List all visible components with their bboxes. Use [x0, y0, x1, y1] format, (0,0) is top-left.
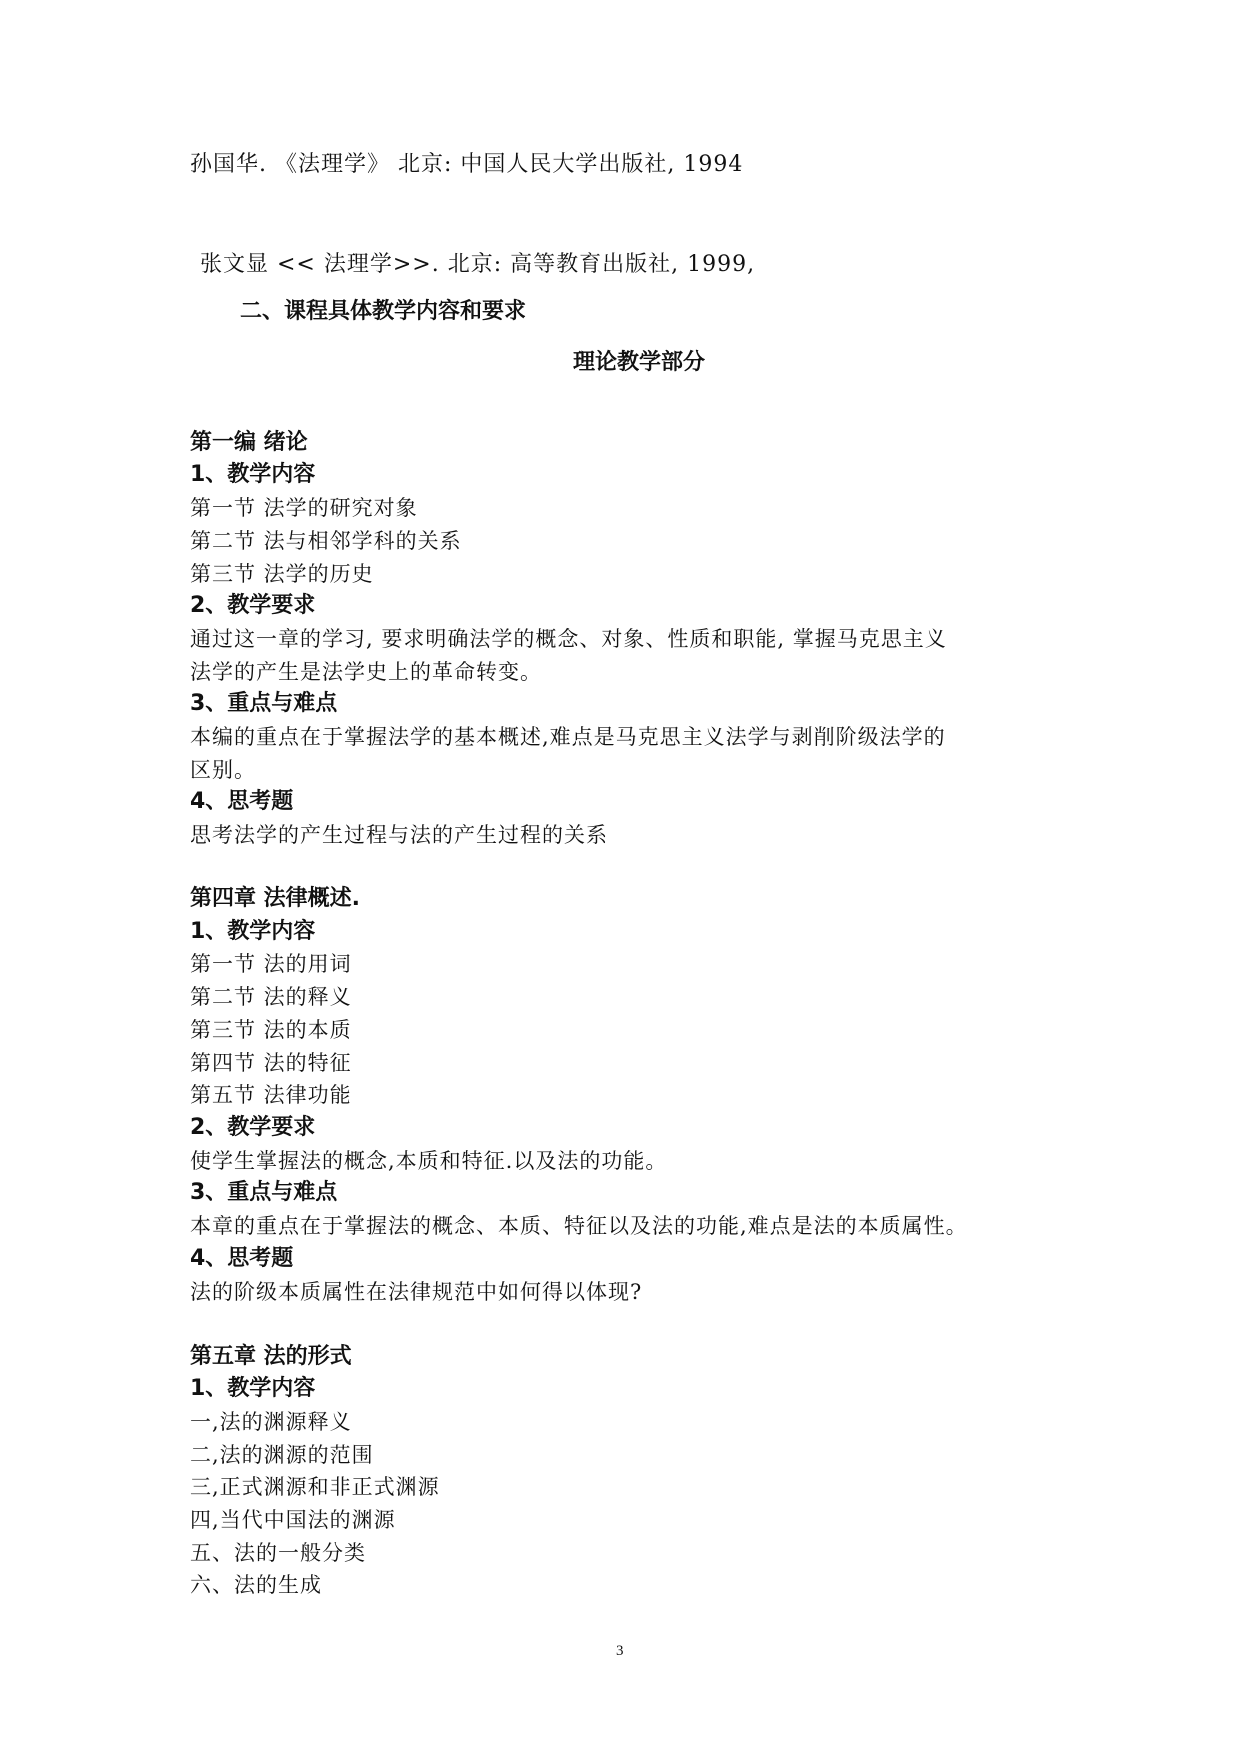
key-points-text: 本章的重点在于掌握法的概念、本质、特征以及法的功能,难点是法的本质属性。	[190, 1214, 968, 1238]
reference-1: 孙国华. 《法理学》 北京: 中国人民大学出版社, 1994	[190, 152, 744, 177]
questions-text: 思考法学的产生过程与法的产生过程的关系	[190, 823, 608, 847]
content-heading: 1、教学内容	[190, 1376, 316, 1401]
reference-2: 张文显 << 法理学>>. 北京: 高等教育出版社, 1999,	[200, 252, 756, 277]
content-item: 六、法的生成	[190, 1573, 322, 1597]
content-item: 第三节 法的本质	[190, 1018, 352, 1042]
requirements-text: 使学生掌握法的概念,本质和特征.以及法的功能。	[190, 1149, 668, 1173]
requirements-heading: 2、教学要求	[190, 1115, 316, 1140]
part-title: 理论教学部分	[573, 350, 706, 375]
content-item: 第四节 法的特征	[190, 1051, 352, 1075]
key-points-heading: 3、重点与难点	[190, 691, 338, 716]
content-heading: 1、教学内容	[190, 462, 316, 487]
questions-heading: 4、思考题	[190, 1246, 294, 1271]
content-item: 第五节 法律功能	[190, 1083, 352, 1107]
key-points-text: 区别。	[190, 758, 256, 782]
key-points-heading: 3、重点与难点	[190, 1180, 338, 1205]
content-heading: 1、教学内容	[190, 919, 316, 944]
content-item: 第二节 法的释义	[190, 985, 352, 1009]
key-points-text: 本编的重点在于掌握法学的基本概述,难点是马克思主义法学与剥削阶级法学的	[190, 725, 946, 749]
content-item: 第一节 法的用词	[190, 952, 352, 976]
content-item: 三,正式渊源和非正式渊源	[190, 1475, 440, 1499]
chapter-title: 第四章 法律概述.	[190, 886, 361, 911]
questions-heading: 4、思考题	[190, 789, 294, 814]
content-item: 第一节 法学的研究对象	[190, 496, 418, 520]
content-item: 一,法的渊源释义	[190, 1410, 352, 1434]
questions-text: 法的阶级本质属性在法律规范中如何得以体现?	[190, 1280, 643, 1304]
content-item: 第三节 法学的历史	[190, 562, 374, 586]
chapter-title: 第一编 绪论	[190, 430, 308, 455]
content-item: 第二节 法与相邻学科的关系	[190, 529, 462, 553]
content-item: 二,法的渊源的范围	[190, 1443, 374, 1467]
requirements-text: 通过这一章的学习, 要求明确法学的概念、对象、性质和职能, 掌握马克思主义	[190, 627, 947, 651]
requirements-text: 法学的产生是法学史上的革命转变。	[190, 660, 542, 684]
section-heading: 二、课程具体教学内容和要求	[240, 299, 527, 324]
content-item: 五、法的一般分类	[190, 1541, 366, 1565]
chapter-title: 第五章 法的形式	[190, 1344, 352, 1369]
requirements-heading: 2、教学要求	[190, 593, 316, 618]
page-number: 3	[616, 1643, 624, 1659]
content-item: 四,当代中国法的渊源	[190, 1508, 396, 1532]
